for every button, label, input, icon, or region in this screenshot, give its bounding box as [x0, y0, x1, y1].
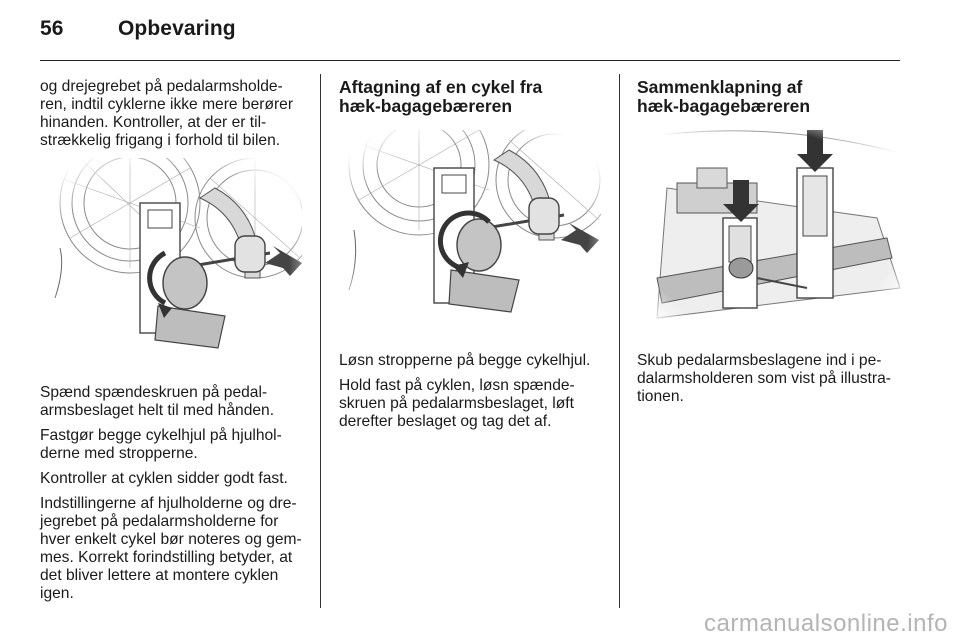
figure-loosen-clamp	[339, 130, 601, 340]
figure-push-clamps-in	[637, 128, 900, 338]
column-2-top	[339, 78, 609, 116]
column-2-bottom	[339, 352, 609, 438]
page-title: Opbevaring	[118, 17, 236, 40]
col1-paragraph-3: Kontroller at cyklen sidder godt fast.	[40, 470, 288, 487]
column-divider-2	[619, 74, 620, 608]
col1-paragraph-1: Spænd spændeskruen på pedal-armsbeslaget helt til med hånden.	[40, 384, 275, 419]
intro-paragraph: og drejegrebet på pedalarmsholde-ren, indtil cyklerne ikke mere berører hinanden. Kontroller, at der er til-strækkelig frigang i forhold til bilen.	[40, 78, 294, 149]
page-number: 56	[40, 17, 64, 40]
col3-paragraph-1: Skub pedalarmsbeslagene ind i pe-dalarmsholderen som vist på illustra-tionen.	[637, 352, 891, 405]
figure-pedal-clamp	[40, 158, 302, 368]
column-3-top	[637, 78, 902, 116]
section-heading-fold-carrier: Sammenklapning af hæk-bagagebæreren	[637, 77, 811, 116]
col1-paragraph-4: Indstillingerne af hjulholderne og dre-jegrebet på pedalarmsholderne for hver enkelt cykel bør noteres og gem-mes. Korrekt forindstilling betyder, at det bliver lettere at montere cyklen igen.	[40, 495, 302, 602]
col1-paragraph-2: Fastgør begge cykelhjul på hjulhol-derne med stropperne.	[40, 427, 282, 462]
watermark-text: carmanualsonline.info	[704, 610, 948, 637]
column-3-bottom	[637, 352, 902, 413]
column-1-bottom	[40, 384, 310, 610]
column-1-top	[40, 78, 308, 157]
header-rule	[40, 60, 900, 61]
col2-paragraph-1: Løsn stropperne på begge cykelhjul.	[339, 352, 591, 369]
col2-paragraph-2: Hold fast på cyklen, løsn spænde-skruen på pedalarmsbeslaget, løft derefter beslaget og tag det af.	[339, 377, 575, 430]
section-heading-remove-bike: Aftagning af en cykel fra hæk-bagagebæreren	[339, 77, 543, 116]
column-divider-1	[320, 74, 321, 608]
